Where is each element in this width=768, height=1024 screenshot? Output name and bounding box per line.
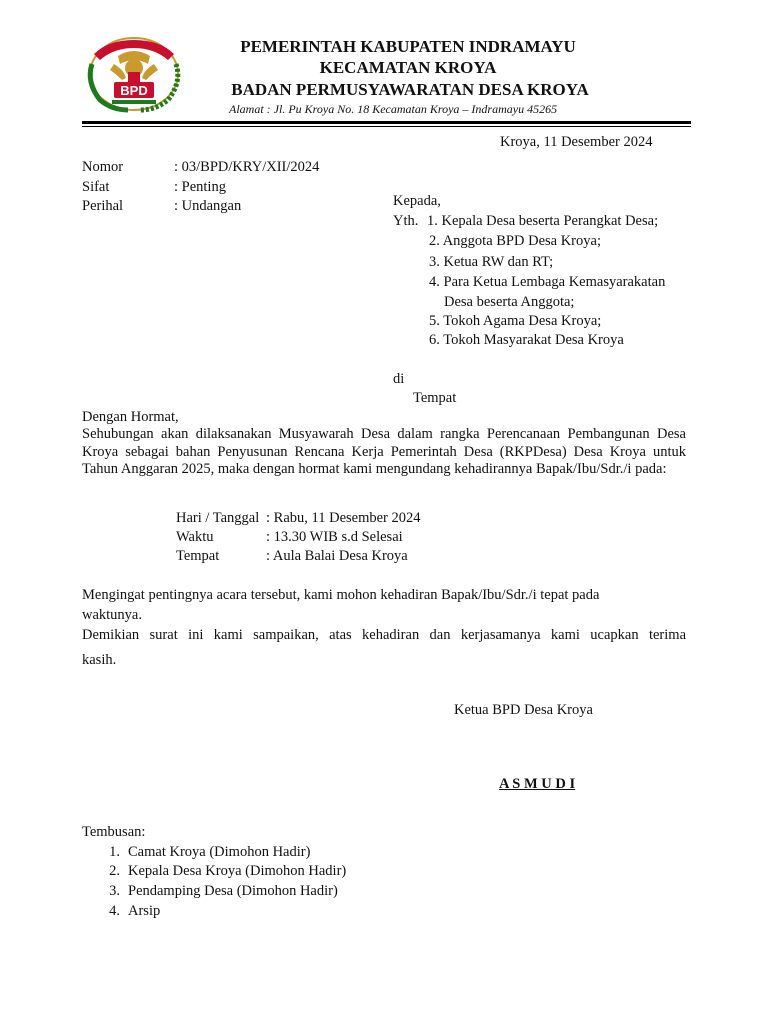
header-rule-thin [82, 126, 691, 127]
signature-title: Ketua BPD Desa Kroya [454, 702, 593, 718]
meta-value-nomor: : 03/BPD/KRY/XII/2024 [174, 159, 320, 175]
recipient-item: 4. Para Ketua Lembaga Kemasyarakatan [429, 274, 666, 290]
cc-item-text: Arsip [128, 903, 161, 919]
bpd-logo [78, 34, 190, 114]
meta-value-sifat: : Penting [174, 179, 226, 195]
cc-item-number: 1. [109, 844, 120, 860]
recipient-item: 2. Anggota BPD Desa Kroya; [429, 233, 601, 249]
cc-item-number: 3. [109, 883, 120, 899]
recipient-item: 5. Tokoh Agama Desa Kroya; [429, 313, 602, 329]
meta-label-perihal: Perihal [82, 198, 124, 214]
cc-item [98, 902, 160, 921]
recipients-heading: Kepada, [393, 193, 441, 209]
cc-item [98, 882, 338, 901]
signature-name: A S M U D I [499, 776, 576, 792]
closing-line-4: kasih. [82, 652, 117, 668]
cc-item [98, 862, 346, 881]
cc-item-number: 4. [109, 903, 120, 919]
meta-label-sifat: Sifat [82, 179, 110, 195]
meta-label-nomor: Nomor [82, 159, 124, 175]
meta-value-perihal: : Undangan [174, 198, 242, 214]
body-paragraph: Sehubungan akan dilaksanakan Musyawarah Desa dalam rangka Perencanaan Pembangunan Desa Kroya sebagai bahan Penyusunan Rencana Kerja Pemerintah Desa (RKPDesa) Desa Kroya untuk Tahun Anggaran 2025, maka dengan hormat kami mengundang kehadirannya Bapak/Ibu/Sdr./i pada: [82, 426, 686, 477]
cc-heading: Tembusan: [82, 824, 146, 840]
closing-line-2: waktunya. [82, 607, 142, 623]
closing-line-3: Demikian surat ini kami sampaikan, atas kehadiran dan kerjasamanya kami ucapkan terima [82, 627, 686, 643]
letterhead-line-3: BADAN PERMUSYAWARATAN DESA KROYA [231, 80, 589, 99]
event-label-date: Hari / Tanggal [176, 510, 260, 526]
letterhead-line-1: PEMERINTAH KABUPATEN INDRAMAYU [240, 37, 576, 56]
recipient-item: 3. Ketua RW dan RT; [429, 254, 554, 270]
header-rule-thick [82, 121, 691, 124]
recipient-item: 1. Kepala Desa beserta Perangkat Desa; [427, 213, 659, 229]
cc-item-text: Pendamping Desa (Dimohon Hadir) [128, 883, 338, 899]
letterhead-line-2: KECAMATAN KROYA [319, 58, 497, 77]
svg-text:BPD: BPD [120, 83, 148, 98]
recipients-yth: Yth. [393, 213, 419, 229]
event-value-date: : Rabu, 11 Desember 2024 [266, 510, 421, 526]
recipients-tempat: Tempat [413, 390, 457, 406]
letter-date: Kroya, 11 Desember 2024 [500, 134, 653, 150]
cc-item-number: 2. [109, 863, 120, 879]
bpd-emblem-icon [78, 34, 190, 114]
recipient-item: 6. Tokoh Masyarakat Desa Kroya [429, 332, 624, 348]
event-label-place: Tempat [176, 548, 220, 564]
closing-line-1: Mengingat pentingnya acara tersebut, kami mohon kehadiran Bapak/Ibu/Sdr./i tepat pada [82, 587, 600, 603]
recipient-item: Desa beserta Anggota; [444, 294, 575, 310]
recipients-di: di [393, 371, 405, 387]
event-value-time: : 13.30 WIB s.d Selesai [266, 529, 403, 545]
event-value-place: : Aula Balai Desa Kroya [266, 548, 408, 564]
cc-item-text: Camat Kroya (Dimohon Hadir) [128, 844, 311, 860]
event-label-time: Waktu [176, 529, 214, 545]
salutation: Dengan Hormat, [82, 409, 179, 425]
letterhead-address: Alamat : Jl. Pu Kroya No. 18 Kecamatan Kroya – Indramayu 45265 [229, 102, 558, 116]
cc-item-text: Kepala Desa Kroya (Dimohon Hadir) [128, 863, 347, 879]
cc-item [98, 843, 310, 862]
